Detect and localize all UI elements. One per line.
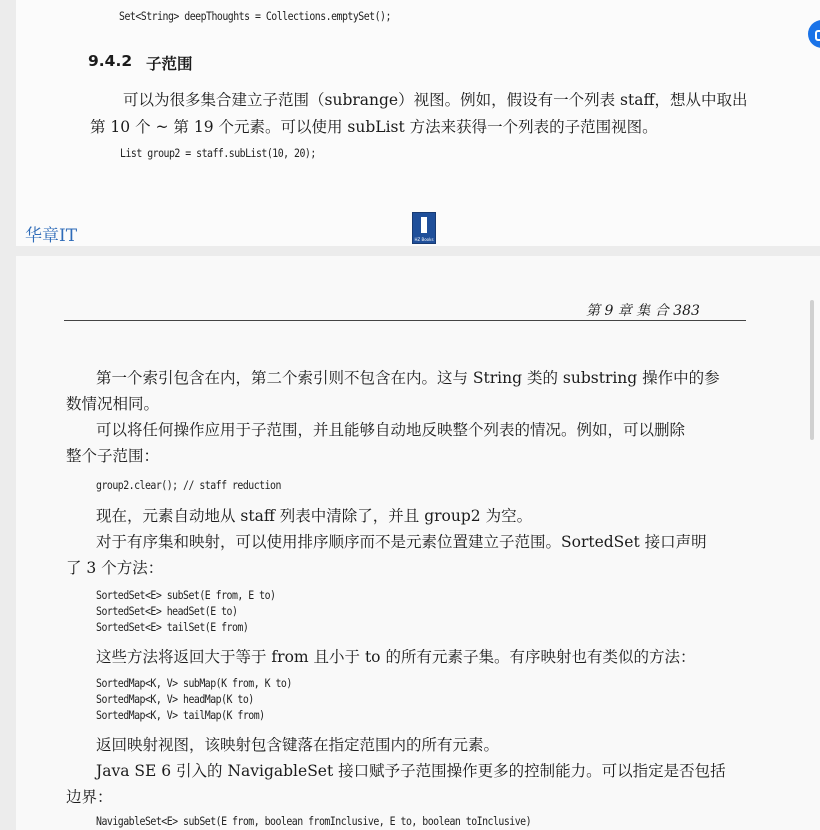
publisher-logo-icon <box>412 212 436 244</box>
book-page-383 <box>16 256 820 830</box>
section-number: 9.4.2 <box>88 52 133 70</box>
code-line-tailset: SortedSet<E> tailSet(E from) <box>96 620 249 634</box>
paragraph-line: 第 10 个 ~ 第 19 个元素。可以使用 subList 方法来获得一个列表的子范围视图。 <box>90 118 658 136</box>
chat-icon <box>815 30 820 41</box>
paragraph-line: 数情况相同。 <box>66 395 160 413</box>
watermark-text: 华章IT <box>25 226 78 246</box>
paragraph-line: 整个子范围： <box>66 447 160 465</box>
paragraph-line: 可以为很多集合建立子范围（subrange）视图。例如，假设有一个列表 staff，想从中取出 <box>123 91 748 109</box>
paragraph-line: 第一个索引包含在内，第二个索引则不包含在内。这与 String 类的 substring 操作中的参 <box>96 369 720 387</box>
code-line-tailmap: SortedMap<K, V> tailMap(K from) <box>96 708 265 722</box>
code-line-subset: SortedSet<E> subSet(E from, E to) <box>96 588 276 602</box>
code-line-navigable-subset: NavigableSet<E> subSet(E from, boolean fromInclusive, E to, boolean toInclusive) <box>96 814 532 828</box>
paragraph-line: 现在，元素自动地从 staff 列表中清除了，并且 group2 为空。 <box>96 507 533 525</box>
running-head: 第 9 章 集 合 383 <box>586 303 700 319</box>
paragraph-line: 了 3 个方法： <box>66 559 164 577</box>
paragraph-line: 这些方法将返回大于等于 from 且小于 to 的所有元素子集。有序映射也有类似的方法： <box>96 648 696 666</box>
paragraph-line: 可以将任何操作应用于子范围，并且能够自动地反映整个列表的情况。例如，可以删除 <box>96 421 686 439</box>
code-line-submap: SortedMap<K, V> subMap(K from, K to) <box>96 676 292 690</box>
code-line-clear: group2.clear(); // staff reduction <box>96 478 281 492</box>
book-page-top <box>16 0 820 246</box>
header-rule <box>64 320 746 321</box>
code-line-empty-set: Set<String> deepThoughts = Collections.emptySet(); <box>119 9 391 23</box>
paragraph-line: 返回映射视图，该映射包含键落在指定范围内的所有元素。 <box>96 736 500 754</box>
logo-label: HZ Books <box>414 237 434 242</box>
paragraph-line: Java SE 6 引入的 NavigableSet 接口赋予子范围操作更多的控制能力。可以指定是否包括 <box>96 762 726 780</box>
paragraph-line: 对于有序集和映射，可以使用排序顺序而不是元素位置建立子范围。SortedSet 接口声明 <box>96 533 707 551</box>
code-line-headset: SortedSet<E> headSet(E to) <box>96 604 238 618</box>
paragraph-line: 边界： <box>66 788 113 806</box>
code-line-sublist: List group2 = staff.subList(10, 20); <box>120 146 316 160</box>
code-line-headmap: SortedMap<K, V> headMap(K to) <box>96 692 254 706</box>
scrollbar[interactable] <box>810 300 814 440</box>
section-title: 子范围 <box>146 55 193 73</box>
